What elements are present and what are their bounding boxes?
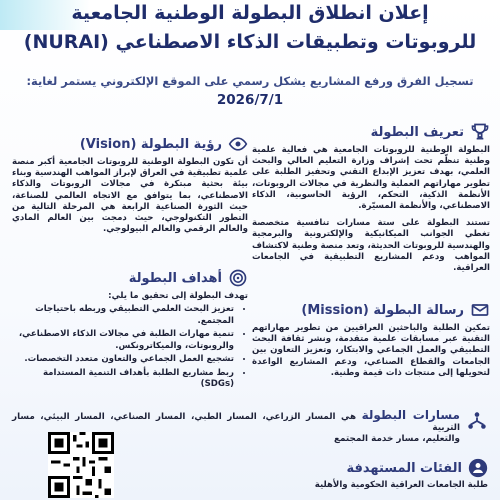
definition-title: تعريف البطولة: [370, 124, 464, 140]
vision-title: رؤية البطولة (Vision): [79, 136, 222, 152]
registration-subtitle: تسجيل الفرق ورفع المشاريع يشكل رسمي على الموقع الإلكتروني يستمر لغاية:: [26, 74, 474, 88]
goals-item: • تعزيز البحث العلمي التطبيقي وربطه باحتياجات المجتمع.: [12, 304, 234, 327]
mission-text: تمكين الطلبة والباحثين العراقيين من تطوير مهاراتهم التقنية عبر مسابقات علمية متقدمة، ونشر ثقافة البحث التطبيقي والعمل الجماعي والابتكار، وتعزيز التعاون بين الجامعات والقطاع الصناعي، ودعم المشاريع الواعدة لتحويلها إلى منتجات ذات قيمة وطنية.: [252, 323, 490, 378]
vision-section: [12, 134, 248, 235]
network-icon: [466, 410, 488, 432]
vision-heading: [12, 134, 248, 154]
audience-text: طلبة الجامعات العراقية الحكومية والأهلية: [314, 480, 488, 490]
trophy-icon: [470, 122, 490, 142]
page-title-line1: إعلان انطلاق البطولة الوطنية الجامعية: [71, 2, 429, 24]
deadline-date: 2026/7/1: [216, 92, 284, 108]
goals-heading: [12, 268, 248, 288]
goals-item: • ربط مشاريع الطلبة بأهداف التنمية المستدامة (SDGs): [12, 368, 234, 391]
qr-code[interactable]: [46, 432, 116, 498]
audience-section: [140, 458, 488, 491]
mission-title: رسالة البطولة (Mission): [301, 302, 464, 318]
mission-section: [252, 300, 490, 379]
tracks-title: مسارات البطولة: [361, 408, 460, 422]
mission-heading: [252, 300, 490, 320]
tracks-text-2: والتعليم، مسار خدمة المجتمع: [334, 434, 460, 445]
definition-paragraph-2: تستند البطولة على ستة مسارات تنافسية متخصصة تغطي الجوانب الميكانيكية والإلكترونية والبرمجية والهندسية للروبوتات الحديثة، وتعد منصة وطنية لاكتشاف المواهب ودعم المشاريع التطبيقية في الجامعات العراقية.: [252, 218, 490, 274]
tracks-text: هي المسار الزراعي، المسار الطبي، المسار الصناعي، المسار البيئي، مسار التربية: [12, 412, 460, 434]
goals-intro: تهدف البطولة إلى تحقيق ما يلي:: [108, 291, 248, 301]
page-title-line2: للروبوتات وتطبيقات الذكاء الاصطناعي (NURAI): [23, 31, 477, 53]
definition-heading: [252, 122, 490, 142]
target-icon: [228, 268, 248, 288]
goals-section: [12, 268, 248, 393]
definition-paragraph-1: البطولة الوطنية للروبوتات الجامعية هي فعالية علمية وطنية تنظّم تحت إشراف وزارة التعليم العالي والبحث العلمي، بهدف تعزيز الإبداع التقني وتحفيز الطلبة على تطوير مهاراتهم العملية والنظرية في مجالات الروبوتات، الأنظمة الذكية، التحكم، الرؤية الحاسوبية، الذكاء الاصطناعي، والأنظمة المسيّرة.: [252, 145, 490, 212]
vision-text: أن تكون البطولة الوطنية للروبوتات الجامعية أكبر منصة علمية تطبيقية في العراق لإبراز المواهب الهندسية وبناء بيئة بحثية مبتكرة في مجالات الروبوتات والذكاء الاصطناعي، بما يتوافق مع الاتجاه العالمي للصناعة، حيث الثورة الصناعية الرابعة هي المرحلة التالية من التطور التكنولوجي، حيث دمجت بين العالم المادي والعالم الرقمي والعالم البيولوجي.: [12, 157, 248, 235]
goals-item: • تنمية مهارات الطلبة في مجالات الذكاء الاصطناعي، والروبوتات، والميكاترونكس.: [12, 329, 234, 352]
group-icon: [468, 458, 488, 478]
goals-list: [12, 304, 234, 391]
mail-icon: [470, 300, 490, 320]
audience-heading: [140, 458, 488, 478]
goals-title: أهداف البطولة: [128, 270, 222, 286]
eye-icon: [228, 134, 248, 154]
definition-section: [252, 122, 490, 274]
audience-title: الفئات المستهدفة: [346, 460, 462, 476]
goals-item: • تشجيع العمل الجماعي والتعاون متعدد التخصصات.: [12, 354, 234, 366]
